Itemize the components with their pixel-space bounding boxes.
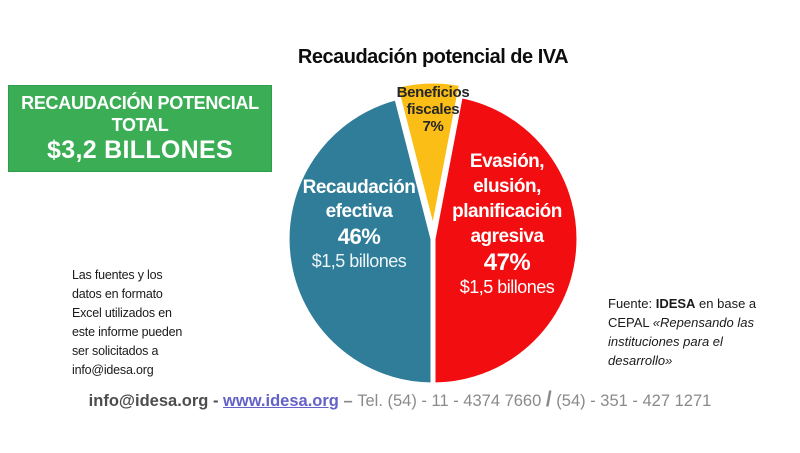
label-line: efectiva	[325, 201, 393, 222]
source-cepal: CEPAL	[608, 315, 653, 330]
total-box-line2: TOTAL	[111, 115, 169, 135]
source-note	[608, 294, 798, 370]
footer-email-link[interactable]: info@idesa.org	[88, 392, 209, 410]
note-line: datos en formato	[72, 287, 163, 301]
data-request-note	[72, 266, 242, 380]
label-line: fiscales	[406, 101, 460, 118]
label-percent: 47%	[483, 249, 531, 276]
footer-phone-2: (54) - 351 - 427 1271	[551, 392, 712, 410]
source-quote-line3: desarrollo»	[608, 353, 673, 368]
label-evasion-elusion	[417, 149, 597, 299]
source-quote-line1: «Repensando las	[652, 315, 754, 330]
note-line: este informe pueden	[72, 325, 183, 339]
total-box-amount: $3,2 BILLONES	[47, 136, 233, 164]
note-line: ser solicitados a	[72, 344, 159, 358]
page-title: Recaudación potencial de IVA	[297, 46, 569, 68]
label-beneficios-fiscales	[383, 84, 483, 135]
label-amount: $1,5 billones	[459, 277, 555, 297]
footer-separator: -	[208, 392, 224, 410]
label-percent: 7%	[422, 118, 444, 135]
source-after-org: en base a	[695, 296, 757, 311]
footer-website-link[interactable]: www.idesa.org	[223, 392, 339, 410]
footer-phone-1: Tel. (54) - 11 - 4374 7660	[357, 392, 546, 410]
source-org: IDESA	[655, 296, 696, 311]
note-line: Las fuentes y los	[72, 268, 163, 282]
label-line: Recaudación	[302, 177, 416, 198]
label-line: Evasión,	[469, 151, 545, 172]
contact-footer	[0, 388, 800, 412]
note-line: info@idesa.org	[72, 363, 154, 377]
note-line: Excel utilizados en	[72, 306, 172, 320]
footer-dash: –	[338, 392, 358, 410]
label-line: Beneficios	[396, 84, 470, 101]
footer-slash: /	[545, 388, 552, 411]
label-line: agresiva	[470, 226, 544, 247]
total-box-line1: RECAUDACIÓN POTENCIAL	[21, 93, 259, 113]
source-quote-line2: instituciones para el	[608, 334, 723, 349]
source-prefix: Fuente:	[608, 296, 656, 311]
label-line: elusión,	[473, 176, 541, 197]
label-percent: 46%	[337, 224, 381, 249]
label-line: planificación	[452, 201, 562, 222]
label-amount: $1,5 billones	[311, 251, 407, 271]
